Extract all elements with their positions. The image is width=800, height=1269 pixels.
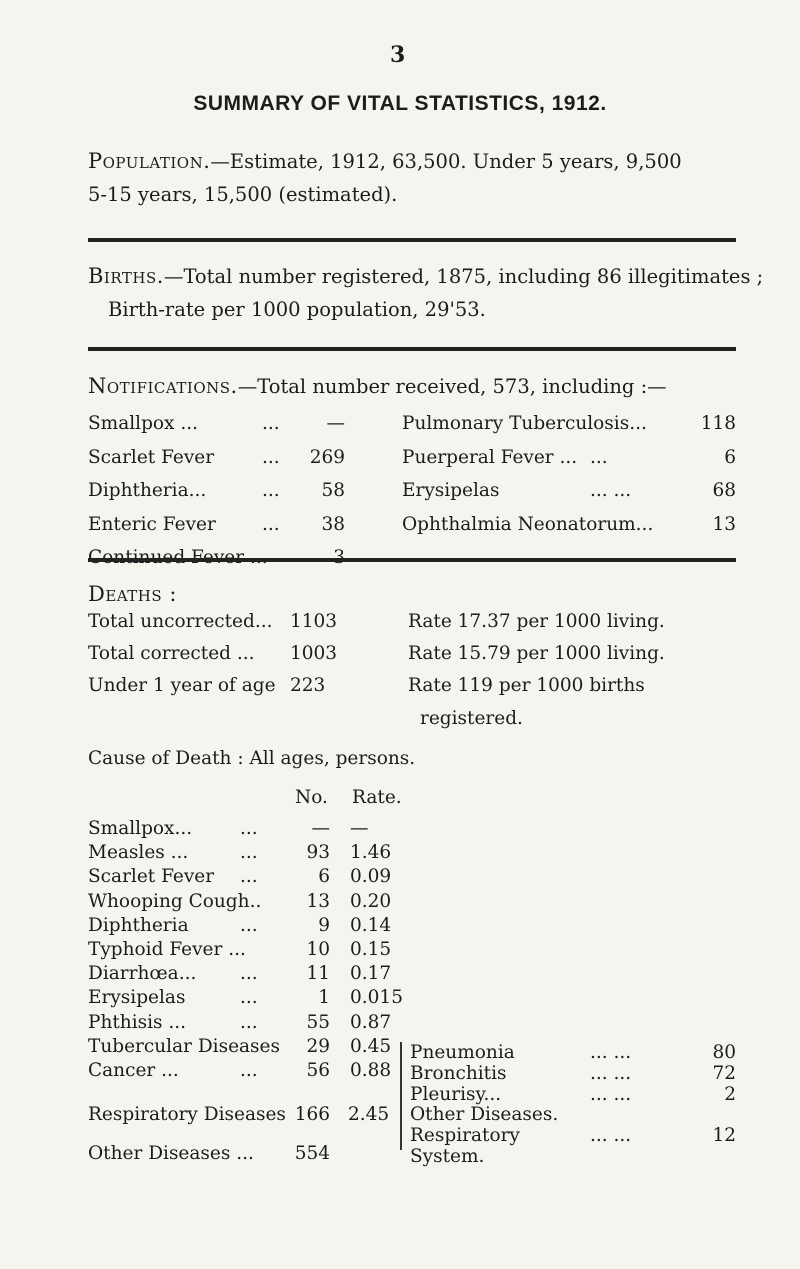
cause-no: 93 [306, 842, 330, 864]
cause-no: 9 [318, 914, 330, 936]
cause-label: Erysipelas [88, 987, 186, 1009]
respiratory-breakdown-dots: ... ... [590, 1083, 632, 1105]
cause-rate: 0.015 [350, 987, 403, 1009]
cause-no: 29 [306, 1035, 330, 1057]
divider [88, 558, 736, 562]
deaths-rate: Rate 119 per 1000 births [408, 675, 645, 696]
notification-dots: ... ... [590, 480, 632, 501]
cause-rate: 1.46 [350, 842, 392, 864]
cause-no: 13 [306, 890, 330, 912]
respiratory-breakdown-label: Bronchitis [410, 1062, 507, 1084]
cause-label: Whooping Cough.. [88, 890, 262, 912]
cause-rate: 0.20 [350, 890, 392, 912]
respiratory-breakdown-value: 80 [712, 1042, 736, 1063]
notification-value: 118 [700, 413, 736, 434]
cause-rate: 0.17 [350, 963, 392, 985]
notification-label: Erysipelas [402, 480, 500, 501]
cause-label: Cancer ... [88, 1060, 179, 1081]
deaths-label: Under 1 year of age [88, 675, 276, 696]
page-number: 3 [390, 42, 406, 68]
cause-no: 56 [306, 1060, 330, 1081]
respiratory-breakdown-value: 2 [724, 1083, 736, 1105]
notification-value: — [326, 413, 345, 434]
cause-rate: 0.45 [350, 1035, 392, 1057]
col-header-no: No. [295, 787, 328, 808]
cause-dots: ... [240, 818, 258, 839]
respiratory-breakdown-dots: ... ... [590, 1125, 632, 1147]
respiratory-label: Respiratory Diseases [88, 1104, 286, 1125]
respiratory-breakdown-label: Pneumonia [410, 1042, 515, 1063]
divider [88, 347, 736, 351]
cause-no: — [311, 818, 330, 839]
cause-dots: ... [240, 1060, 258, 1081]
cause-dots: ... [240, 987, 258, 1009]
notification-dots: ... [262, 413, 280, 434]
cause-label: Smallpox... [88, 818, 193, 839]
cause-label: Scarlet Fever [88, 866, 215, 888]
respiratory-breakdown-label: Pleurisy... [410, 1083, 502, 1105]
deaths-heading: Deaths : [88, 582, 177, 606]
deaths-value: 1003 [290, 643, 338, 664]
cause-label: Measles ... [88, 842, 189, 864]
notifications-heading: Notifications. [88, 374, 238, 398]
respiratory-breakdown-dots: ... ... [590, 1042, 632, 1063]
cause-no: 6 [318, 866, 330, 888]
births-heading: Births. [88, 264, 164, 288]
brace [400, 1042, 402, 1150]
notification-dots: ... [262, 480, 280, 501]
cause-label: Diarrhœa... [88, 963, 197, 985]
notification-label: Diphtheria... [88, 480, 207, 501]
cause-label: Diphtheria [88, 914, 189, 936]
cause-dots: ... [240, 914, 258, 936]
cause-rate: 0.14 [350, 914, 392, 936]
respiratory-rate: 2.45 [348, 1104, 390, 1125]
cause-label: Typhoid Fever ... [88, 939, 246, 960]
respiratory-breakdown-label: Respiratory [410, 1125, 520, 1147]
notification-label: Scarlet Fever [88, 446, 215, 468]
deaths-value: 1103 [290, 611, 338, 632]
notification-value: 6 [724, 446, 736, 468]
other-diseases-no: 554 [294, 1143, 330, 1164]
col-header-rate: Rate. [352, 787, 402, 808]
notification-label: Puerperal Fever ... [402, 446, 578, 468]
cause-dots: ... [240, 1011, 258, 1033]
deaths-rate-continued: registered. [420, 708, 523, 729]
notification-value: 38 [321, 513, 345, 535]
deaths-label: Total uncorrected... [88, 611, 273, 632]
notification-value: 13 [712, 513, 736, 535]
cause-rate: — [350, 818, 369, 839]
notification-label: Ophthalmia Neonatorum... [402, 513, 654, 535]
deaths-value: 223 [290, 675, 326, 696]
notification-value: 58 [321, 480, 345, 501]
notification-dots: ... [262, 446, 280, 468]
respiratory-no: 166 [294, 1104, 330, 1125]
cause-label: Phthisis ... [88, 1011, 187, 1033]
deaths-rate: Rate 17.37 per 1000 living. [408, 611, 665, 632]
cause-rate: 0.87 [350, 1011, 392, 1033]
notification-value: 269 [309, 446, 345, 468]
population-line-2: 5-15 years, 15,500 (estimated). [88, 183, 398, 206]
cause-no: 1 [318, 987, 330, 1009]
respiratory-breakdown-label: Other Diseases. [410, 1104, 559, 1126]
population-heading: Population. [88, 149, 211, 173]
causes-heading: Cause of Death : All ages, persons. [88, 748, 416, 769]
deaths-label: Total corrected ... [88, 643, 255, 664]
respiratory-breakdown-dots: ... ... [590, 1062, 632, 1084]
respiratory-breakdown-label: System. [410, 1146, 485, 1167]
cause-no: 11 [306, 963, 330, 985]
notification-value: 68 [712, 480, 736, 501]
births-line-1: Births.—Total number registered, 1875, including 86 illegitimates ; [88, 264, 764, 288]
cause-dots: ... [240, 963, 258, 985]
deaths-rate: Rate 15.79 per 1000 living. [408, 643, 665, 664]
cause-rate: 0.09 [350, 866, 392, 888]
population-line-1: Population.—Estimate, 1912, 63,500. Under 5 years, 9,500 [88, 149, 682, 173]
cause-dots: ... [240, 842, 258, 864]
respiratory-breakdown-value: 72 [712, 1062, 736, 1084]
page-title: SUMMARY OF VITAL STATISTICS, 1912. [193, 92, 607, 115]
cause-dots: ... [240, 866, 258, 888]
cause-no: 55 [306, 1011, 330, 1033]
births-line-2: Birth-rate per 1000 population, 29'53. [108, 298, 486, 321]
notification-dots: ... [590, 446, 608, 468]
notification-label: Smallpox ... [88, 413, 199, 434]
respiratory-breakdown-value: 12 [712, 1125, 736, 1147]
notification-label: Enteric Fever [88, 513, 216, 535]
divider [88, 238, 736, 242]
cause-rate: 0.15 [350, 939, 392, 960]
cause-label: Tubercular Diseases [88, 1035, 280, 1057]
cause-no: 10 [306, 939, 330, 960]
cause-rate: 0.88 [350, 1060, 392, 1081]
other-diseases-label: Other Diseases ... [88, 1143, 254, 1164]
notifications-line: Notifications.—Total number received, 573, including :— [88, 374, 667, 398]
notification-label: Pulmonary Tuberculosis... [402, 413, 647, 434]
notification-dots: ... [262, 513, 280, 535]
